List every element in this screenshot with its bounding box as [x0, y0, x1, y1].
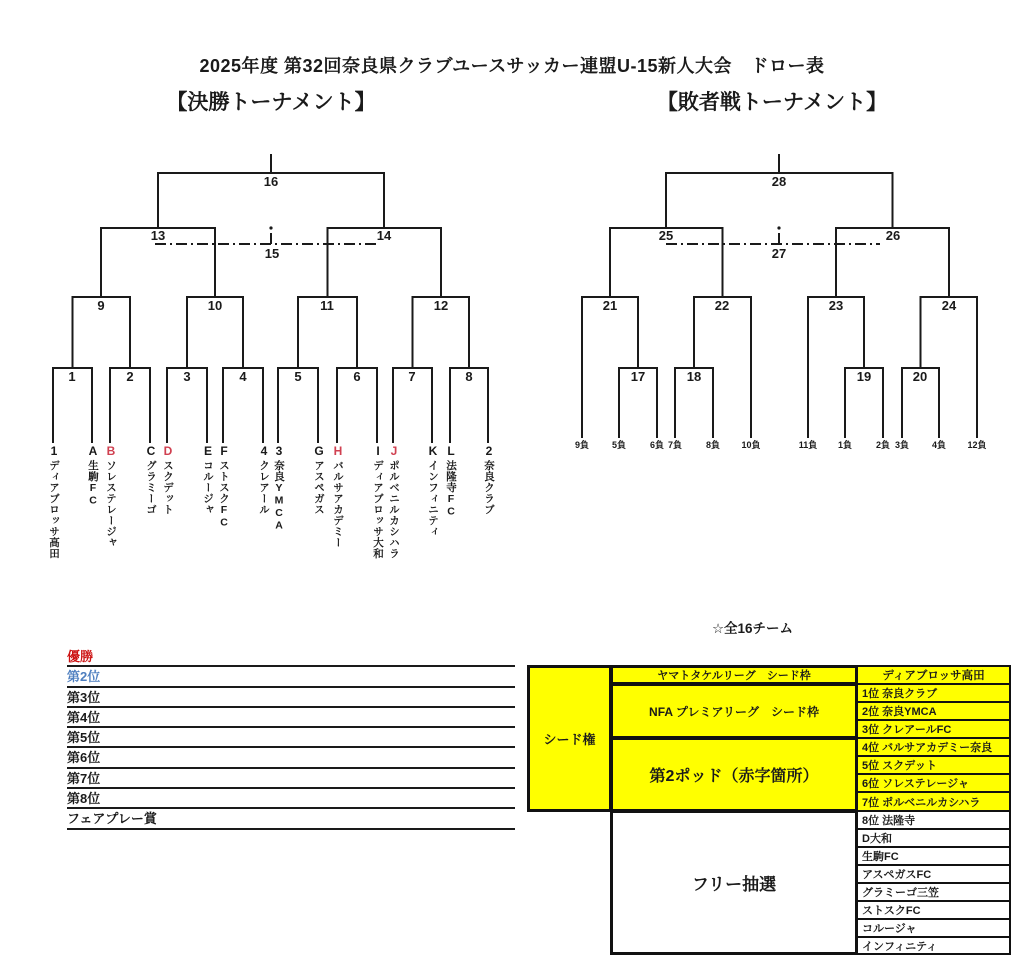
match-number: 18: [686, 369, 702, 384]
nfa-premier-seed-cell: NFA プレミアリーグ シード枠: [610, 683, 858, 739]
match-number: 23: [828, 298, 844, 313]
team-label: [200, 444, 215, 515]
team-name: コルージャ: [202, 460, 214, 515]
team-label: [46, 444, 61, 559]
team-seed: C: [144, 444, 158, 460]
team-name: スクデット: [162, 460, 174, 515]
team-row: 7位 ポルベニルカシハラ: [856, 791, 1011, 812]
team-name: アスペガス: [313, 460, 325, 515]
team-name: 生駒FC: [87, 460, 99, 507]
standings-label: 第8位: [67, 791, 101, 807]
team-row: D大和: [856, 828, 1011, 848]
match-number: 11: [320, 298, 334, 313]
standings-label: 優勝: [67, 649, 94, 664]
free-draw-cell: フリー抽選: [610, 810, 858, 955]
team-name: 奈良YMCA: [273, 460, 285, 532]
match-number: 14: [376, 228, 392, 243]
standings-label: フェアプレー賞: [67, 811, 157, 827]
team-row: 8位 法隆寺: [856, 810, 1011, 830]
match-number: 3: [183, 369, 191, 384]
consolation-bracket-lines: [582, 154, 977, 438]
standings-row: [67, 647, 515, 667]
team-name: インフィニティ: [427, 460, 439, 537]
standings-label: 第2位: [67, 669, 101, 685]
team-row: グラミーゴ三笠: [856, 882, 1011, 902]
team-seed: K: [426, 444, 440, 460]
standings-label: 第4位: [67, 709, 101, 725]
team-label: [425, 444, 440, 537]
match-number: 9: [97, 298, 105, 313]
match-number: 28: [771, 174, 787, 189]
team-name: ストスクFC: [218, 460, 230, 529]
team-row: 生駒FC: [856, 846, 1011, 866]
tournament-title: 2025年度 第32回奈良県クラブユースサッカー連盟U-15新人大会 ドロー表: [199, 56, 825, 76]
match-number: 19: [856, 369, 872, 384]
team-row: 2位 奈良YMCA: [856, 701, 1011, 721]
team-name: バルサアカデミー: [332, 460, 344, 548]
team-label: [143, 444, 158, 515]
team-seed: 4: [257, 444, 271, 460]
seed-table-header: ディアブロッサ高田: [856, 665, 1011, 685]
team-label: [271, 444, 286, 532]
loser-label: 5負: [611, 440, 627, 450]
match-number: 17: [630, 369, 646, 384]
standings-row: [67, 748, 515, 768]
loser-label: 6負: [649, 440, 665, 450]
team-count-note: ☆全16チーム: [711, 621, 794, 636]
loser-label: 4負: [931, 440, 947, 450]
final-bracket-heading: 【決勝トーナメント】: [166, 91, 376, 114]
team-name: クレアール: [258, 460, 270, 515]
team-row: 6位 ソレステレージャ: [856, 773, 1011, 793]
match-number: 6: [353, 369, 361, 384]
standings-label: 第3位: [67, 689, 101, 705]
team-seed: I: [371, 444, 385, 460]
team-name: 奈良クラブ: [483, 460, 495, 515]
team-name: ディアブロッサ高田: [48, 460, 60, 559]
match-number: 27: [771, 246, 787, 261]
match-number: 25: [658, 228, 674, 243]
match-number: 21: [602, 298, 618, 313]
team-seed: J: [387, 444, 401, 460]
loser-label: 2負: [875, 440, 891, 450]
team-row: 5位 スクデット: [856, 755, 1011, 775]
team-name: 法隆寺FC: [445, 460, 457, 518]
team-row: 1位 奈良クラブ: [856, 683, 1011, 703]
match-number: 24: [941, 298, 957, 313]
match-number: 8: [465, 369, 473, 384]
standings-table: [67, 647, 515, 830]
team-label: [216, 444, 231, 529]
team-label: [330, 444, 345, 548]
match-number: 13: [150, 228, 166, 243]
standings-row: [67, 708, 515, 728]
team-seed: D: [161, 444, 175, 460]
standings-row: [67, 667, 515, 687]
team-row: コルージャ: [856, 918, 1011, 938]
standings-label: 第7位: [67, 770, 101, 786]
loser-label: 10負: [741, 440, 761, 450]
consolation-bracket-heading: 【敗者戦トーナメント】: [656, 91, 888, 114]
team-label: [386, 444, 401, 559]
team-label: [370, 444, 385, 559]
standings-row: [67, 688, 515, 708]
standings-row: [67, 789, 515, 809]
team-seed: F: [217, 444, 231, 460]
team-row: ストスクFC: [856, 900, 1011, 920]
loser-label: 1負: [837, 440, 853, 450]
team-seed: L: [444, 444, 458, 460]
team-name: ディアブロッサ大和: [372, 460, 384, 559]
team-seed: A: [86, 444, 100, 460]
team-label: [311, 444, 326, 515]
match-number: 22: [714, 298, 730, 313]
match-number: 12: [433, 298, 449, 313]
match-number: 26: [885, 228, 901, 243]
match-number: 2: [126, 369, 134, 384]
match-number: 10: [207, 298, 223, 313]
match-number: 1: [68, 369, 76, 384]
team-row: 4位 バルサアカデミー奈良: [856, 737, 1011, 757]
team-label: [103, 444, 118, 548]
standings-label: 第6位: [67, 750, 101, 766]
team-label: [256, 444, 271, 515]
loser-label: 3負: [894, 440, 910, 450]
loser-label: 7負: [667, 440, 683, 450]
team-name: ポルベニルカシハラ: [388, 460, 400, 559]
team-row: 3位 クレアールFC: [856, 719, 1011, 739]
match-number: 7: [408, 369, 416, 384]
team-seed: 3: [272, 444, 286, 460]
final-bracket-lines: [53, 154, 488, 443]
team-label: [160, 444, 175, 515]
seed-rights-cell: シード権: [527, 665, 612, 812]
team-label: [85, 444, 100, 507]
yamatotakeru-seed-cell: ヤマトタケルリーグ シード枠: [610, 665, 858, 685]
loser-label: 8負: [705, 440, 721, 450]
team-row: アスペガスFC: [856, 864, 1011, 884]
standings-row: [67, 809, 515, 829]
standings-row: [67, 728, 515, 748]
loser-label: 12負: [967, 440, 987, 450]
team-name: ソレステレージャ: [105, 460, 117, 548]
match-number: 20: [912, 369, 928, 384]
team-seed: E: [201, 444, 215, 460]
team-name: グラミーゴ: [145, 460, 157, 515]
match-number: 5: [294, 369, 302, 384]
team-seed: G: [312, 444, 326, 460]
team-row: インフィニティ: [856, 936, 1011, 955]
team-label: [443, 444, 458, 518]
team-seed: B: [104, 444, 118, 460]
team-seed: 2: [482, 444, 496, 460]
standings-label: 第5位: [67, 730, 101, 746]
team-label: [481, 444, 496, 515]
match-number: 15: [264, 246, 280, 261]
standings-row: [67, 769, 515, 789]
loser-label: 11負: [798, 440, 818, 450]
pod2-cell: 第2ポッド（赤字箇所）: [610, 737, 858, 812]
match-number: 16: [263, 174, 279, 189]
match-number: 4: [239, 369, 247, 384]
team-seed: H: [331, 444, 345, 460]
team-seed: 1: [47, 444, 61, 460]
loser-label: 9負: [574, 440, 590, 450]
